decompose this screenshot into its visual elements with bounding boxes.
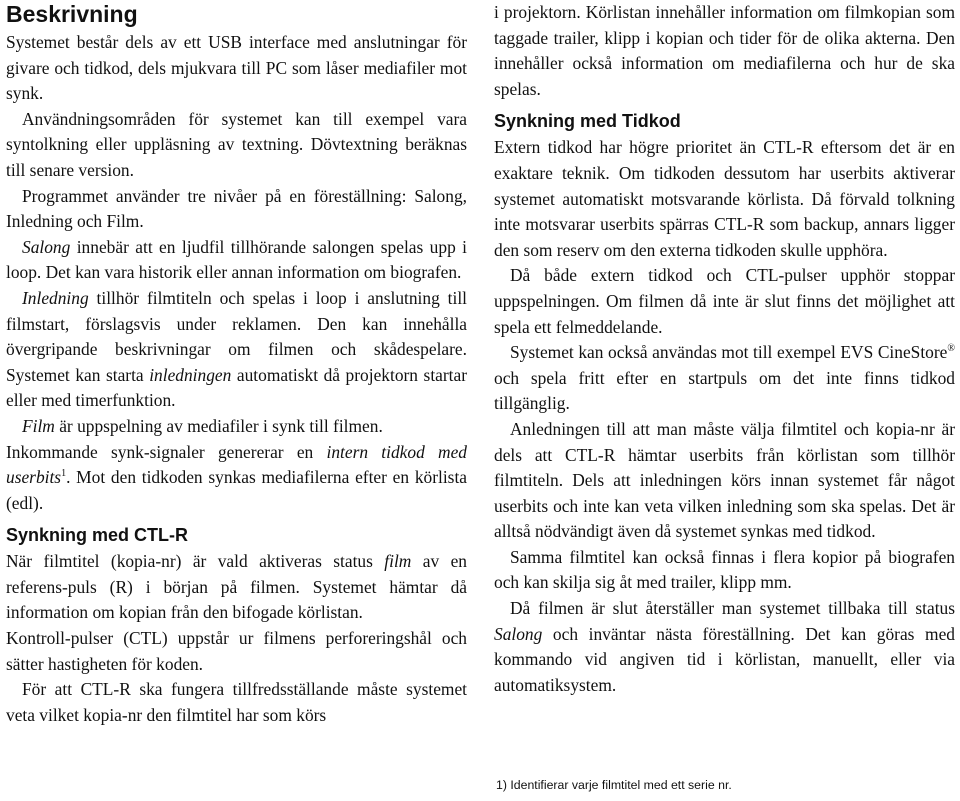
paragraph-inledning	[6, 286, 467, 414]
paragraph-ctl-r-requirement: För att CTL-R ska fungera tillfredsställande måste systemet veta vilket kopia-nr den filmtitel har som körs	[6, 679, 467, 725]
paragraph-ctl-r-end: av en referens-puls (R) i början på filmen. Systemet hämtar då information om kopian från den bifogade körlistan.	[6, 551, 467, 623]
paragraph-playback-stop: Då både extern tidkod och CTL-pulser upphör stoppar uppspelningen. Om filmen då inte är slut finns det möjlighet att spela ett felmeddelande.	[494, 265, 955, 337]
term-salong-status: Salong	[494, 623, 543, 644]
paragraph-reset-start: Då filmen är slut återställer man systemet tillbaka till status	[510, 598, 955, 619]
paragraph-three-levels: Programmet använder tre nivåer på en föreställning: Salong, Inledning och Film.	[6, 185, 467, 232]
paragraph-external-timecode: Extern tidkod har högre prioritet än CTL-R eftersom det är en exaktare teknik. Om tidkoden dessutom har userbits aktiverar systemet automatiskt motsvarande körlista. Då förvald tolkning inte motsvarar userbits spärras CTL-R som backup, annars ligger den som reserv om den externa tidkoden skulle upphöra.	[494, 137, 955, 260]
paragraph-multiple-copies: Samma filmtitel kan också finnas i flera kopior på biografen och kan skilja sig åt med trailer, klipp mm.	[494, 546, 955, 593]
paragraph-title-selection-reason: Anledningen till att man måste välja filmtitel och kopia-nr är dels att CTL-R hämtar userbits från körlistan som tillhör filmtiteln. Dels att inledningen körs innan systemet får något userbits och inte kan veta vilken inledning som ska spelas. Det är alltså nödvändigt även då systemet synkas med tidkod.	[494, 418, 955, 542]
section-heading-beskrivning: Beskrivning	[6, 1, 138, 27]
section-heading-ctl-r: Synkning med CTL-R	[6, 525, 189, 546]
paragraph-evs-end: och spela fritt efter en startpuls om det inte finns tidkod tillgänglig.	[494, 367, 955, 414]
term-inledningen: inledningen	[149, 364, 232, 385]
section-heading-tidkod: Synkning med Tidkod	[494, 111, 681, 132]
paragraph-salong	[6, 235, 467, 286]
left-column	[6, 0, 467, 728]
paragraph-internal-timecode-end: . Mot den tidkoden synkas mediafilerna efter en körlista (edl).	[6, 467, 467, 513]
paragraph-system-overview: Systemet består dels av ett USB interface med anslutningar för givare och tidkod, dels mjukvara till PC som låser mediafiler mot synk.	[6, 32, 467, 104]
paragraph-inledning-end: automatiskt då projektorn startar eller med timerfunktion.	[6, 364, 468, 411]
paragraph-inledning-text: tillhör filmtiteln och spelas i loop i anslutning till filmstart, förslagsvis under reklamen. Den kan innehålla övergripande beskrivningar om filmen och skådespelare. Systemet kan starta	[6, 287, 467, 385]
term-film-status: film	[384, 551, 412, 572]
term-film: Film	[22, 415, 55, 436]
paragraph-reset-end: och inväntar nästa föreställning. Det kan göras med kommando vid angiven tid i körlistan, manuellt, eller via automatiksystem.	[494, 623, 955, 695]
paragraph-evs-cinestore	[494, 340, 955, 417]
term-intern-tidkod: intern tidkod med userbits	[6, 441, 467, 488]
paragraph-evs-start: Systemet kan också användas mot till exempel EVS CineStore	[510, 342, 948, 363]
paragraph-ctl-r-status	[6, 549, 467, 626]
footnote: 1) Identifierar varje filmtitel med ett serie nr.	[496, 778, 732, 792]
paragraph-salong-text: innebär att en ljudfil tillhörande salongen spelas upp i loop. Det kan vara historik eller annan information om biografen.	[6, 236, 467, 283]
paragraph-ctl-r-start: När filmtitel (kopia-nr) är vald aktiveras status	[6, 551, 385, 572]
paragraph-film-text: är uppspelning av mediafiler i synk till filmen.	[54, 415, 383, 436]
paragraph-korlista-continued: i projektorn. Körlistan innehåller information om filmkopian som taggade trailer, klipp i kopian och tider för de olika akterna. Den innehåller också information om mediafilerna och hur de ska spelas.	[494, 2, 955, 99]
registered-mark: ®	[947, 343, 955, 355]
paragraph-ctl-pulses: Kontroll-pulser (CTL) uppstår ur filmens perforeringshål och sätter hastigheten för koden.	[6, 628, 467, 674]
paragraph-film	[6, 414, 467, 440]
term-inledning: Inledning	[22, 287, 89, 308]
paragraph-internal-timecode-start: Inkommande synk-signaler genererar en	[6, 441, 327, 462]
right-column	[494, 0, 955, 698]
term-salong: Salong	[22, 236, 71, 257]
footnote-ref: 1	[61, 468, 67, 480]
paragraph-usage-areas: Användningsområden för systemet kan till exempel vara syntolkning eller uppläsning av textning. Dövtextning beräknas till senare version.	[6, 108, 467, 180]
paragraph-internal-timecode	[6, 440, 467, 517]
paragraph-reset-to-salong	[494, 596, 955, 698]
